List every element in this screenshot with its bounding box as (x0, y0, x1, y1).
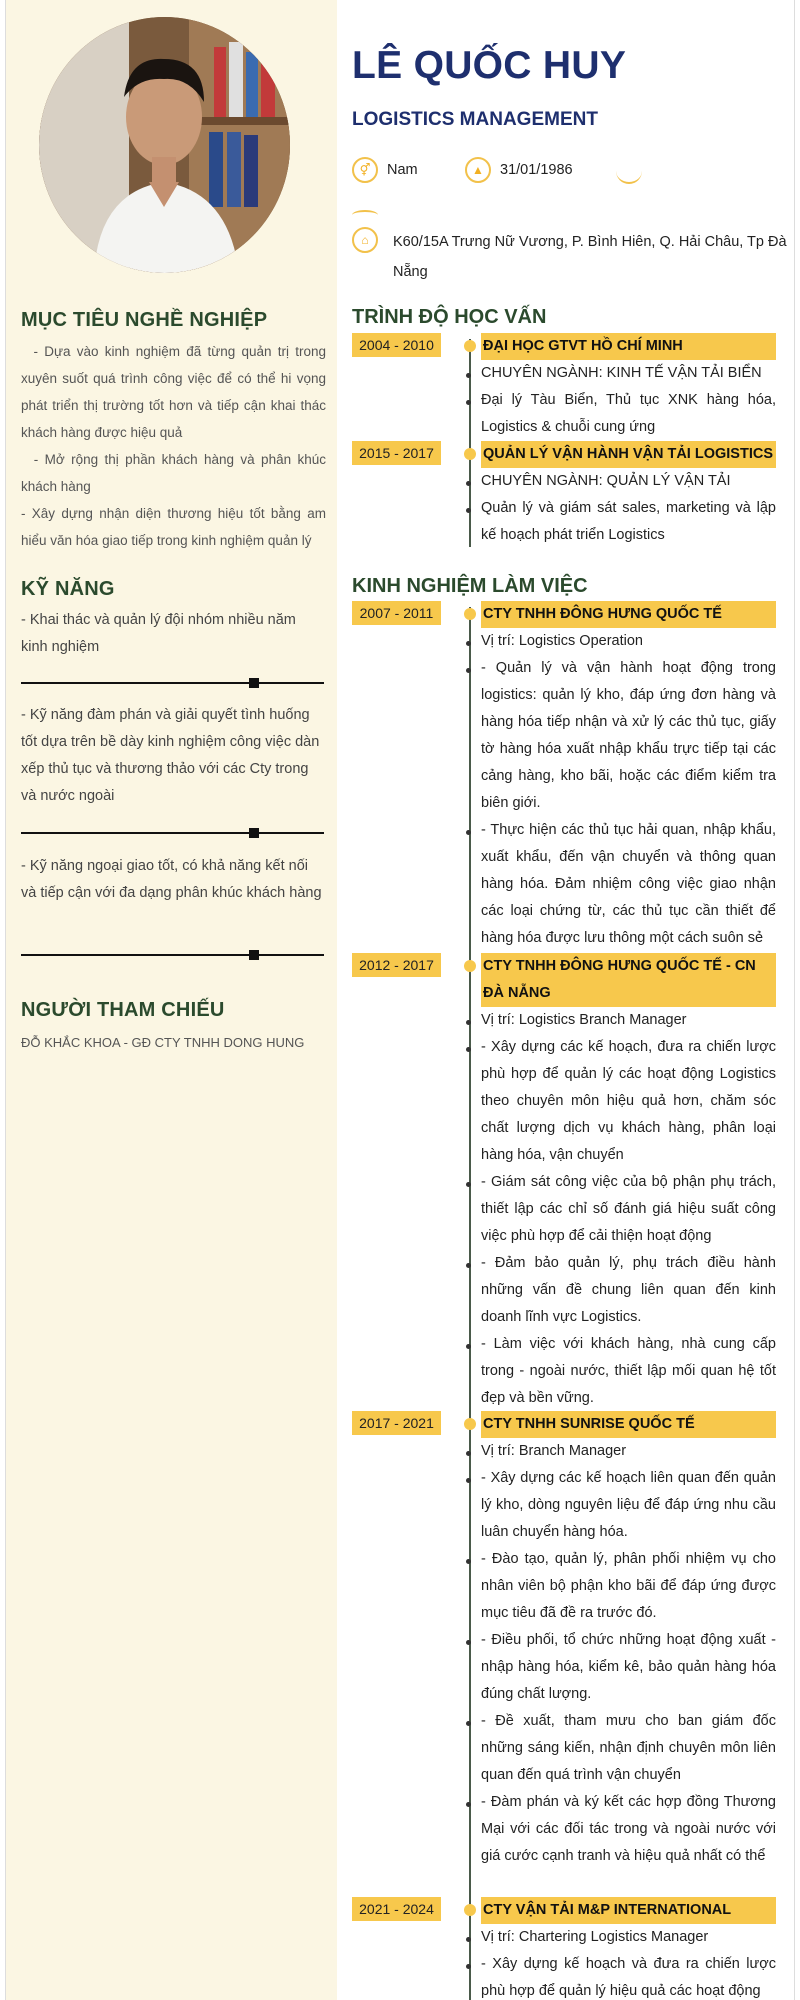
timeline-dot (464, 340, 476, 352)
detail-line: CHUYÊN NGÀNH: KINH TẾ VẬN TẢI BIỂN (481, 365, 762, 381)
education-date: 2004 - 2010 (352, 333, 441, 357)
company-name: CTY TNHH ĐÔNG HƯNG QUỐC TẾ - CN ĐÀ NẴNG (481, 953, 776, 1007)
skill-level-marker (249, 678, 259, 688)
detail-line: - Quản lý và vận hành hoạt động trong logistics: quản lý kho, đáp ứng đơn hàng và hàng hóa tiếp nhận và xử lý các thủ tục, giấy tờ hàng hóa xuất nhập khẩu trực tiếp tại các cảng hàng, kho bãi, hoặc các điểm kiểm tra biên giới. (481, 660, 776, 811)
bullet-dot (466, 1559, 471, 1564)
birthdate-value: 31/01/1986 (500, 162, 573, 178)
experience-details (481, 1924, 776, 2000)
experience-date: 2017 - 2021 (352, 1411, 441, 1435)
skill-level-bar (21, 682, 324, 684)
education-title: QUẢN LÝ VẬN HÀNH VẬN TẢI LOGISTICS (481, 441, 776, 468)
bullet-dot (466, 1047, 471, 1052)
detail-line: - Xây dựng các kế hoạch liên quan đến quản lý kho, dòng nguyên liệu để đáp ứng nhu cầu luân chuyển hàng hóa. (481, 1470, 776, 1540)
timeline-dot (464, 1904, 476, 1916)
skill-level-marker (249, 828, 259, 838)
education-heading: TRÌNH ĐỘ HỌC VẤN (352, 306, 547, 328)
experience-date: 2012 - 2017 (352, 953, 441, 977)
skill-level-marker (249, 950, 259, 960)
full-name: LÊ QUỐC HUY (352, 44, 627, 87)
skill-level-bar (21, 832, 324, 834)
experience-details (481, 1007, 776, 1412)
objective-heading: MỤC TIÊU NGHỀ NGHIỆP (21, 309, 268, 331)
education-date: 2015 - 2017 (352, 441, 441, 465)
detail-line: Vị trí: Logistics Branch Manager (481, 1012, 687, 1028)
education-title: ĐẠI HỌC GTVT HỒ CHÍ MINH (481, 333, 776, 360)
bullet-dot (466, 1020, 471, 1025)
bullet-dot (466, 400, 471, 405)
avatar (39, 17, 290, 273)
objective-line: - Xây dựng nhận diện thương hiệu tốt bằng am hiểu văn hóa giao tiếp trong kinh nghiệm quản lý (21, 506, 330, 548)
detail-line: CHUYÊN NGÀNH: QUẢN LÝ VẬN TẢI (481, 473, 731, 489)
sidebar (6, 0, 337, 2000)
address-value: K60/15A Trưng Nữ Vương, P. Bình Hiên, Q. Hải Châu, Tp Đà Nẵng (393, 234, 787, 280)
detail-line: Vị trí: Chartering Logistics Manager (481, 1929, 709, 1945)
detail-line: - Đề xuất, tham mưu cho ban giám đốc những sáng kiến, nhận định chuyên môn liên quan đến quá trình vận chuyển (481, 1713, 776, 1783)
email-icon (352, 210, 378, 220)
timeline-dot (464, 960, 476, 972)
cv-page (5, 0, 795, 2000)
bullet-dot (466, 641, 471, 646)
bullet-dot (466, 1263, 471, 1268)
company-name: CTY TNHH ĐÔNG HƯNG QUỐC TẾ (481, 601, 776, 628)
bullet-dot (466, 481, 471, 486)
bullet-dot (466, 373, 471, 378)
education-details (481, 360, 776, 441)
detail-line: - Làm việc với khách hàng, nhà cung cấp trong - ngoài nước, thiết lập mối quan hệ tốt đẹp và bền vững. (481, 1336, 776, 1406)
bullet-dot (466, 830, 471, 835)
skills-heading: KỸ NĂNG (21, 578, 115, 600)
job-title: LOGISTICS MANAGEMENT (352, 109, 598, 130)
experience-heading: KINH NGHIỆM LÀM VIỆC (352, 575, 588, 597)
education-details (481, 468, 776, 549)
detail-line: Vị trí: Logistics Operation (481, 633, 643, 649)
timeline-dot (464, 1418, 476, 1430)
bullet-dot (466, 668, 471, 673)
detail-line: - Thực hiện các thủ tục hải quan, nhập khẩu, xuất khẩu, đến vận chuyển và thông quan hàng hóa. Đảm nhiệm công việc giao nhận các loại chứng từ, các thủ tục cần thiết để hàng hóa được lưu thông một cách suôn sẻ (481, 822, 776, 946)
detail-line: - Xây dựng các kế hoạch, đưa ra chiến lược phù hợp để quản lý các hoạt động Logistics theo chuyên môn hiệu quả hơn, chăm sóc chất lượng dịch vụ khách hàng, phân loại hàng hóa, vận chuyển (481, 1039, 776, 1163)
bullet-dot (466, 1964, 471, 1969)
detail-line: - Đào tạo, quản lý, phân phối nhiệm vụ cho nhân viên bộ phận kho bãi để đáp ứng được mục tiêu đã đề ra trước đó. (481, 1551, 776, 1621)
experience-timeline (469, 607, 471, 2000)
detail-line: - Xây dựng kế hoạch và đưa ra chiến lược phù hợp để quản lý hiệu quả các hoạt động (481, 1956, 776, 1999)
detail-line: - Đảm bảo quản lý, phụ trách điều hành những vấn đề chung liên quan đến kinh doanh lĩnh vực Logistics. (481, 1255, 776, 1325)
detail-line: Vị trí: Branch Manager (481, 1443, 627, 1459)
bullet-dot (466, 1478, 471, 1483)
detail-line: - Giám sát công việc của bộ phận phụ trách, thiết lập các chỉ số đánh giá hiệu suất công việc phù hợp để cải thiện hoạt động (481, 1174, 776, 1244)
bullet-dot (466, 508, 471, 513)
bullet-dot (466, 1182, 471, 1187)
bullet-dot (466, 1721, 471, 1726)
detail-line: - Đàm phán và ký kết các hợp đồng Thương Mại với các đối tác trong và ngoài nước với giá cước cạnh tranh và hiệu quả nhất có thể (481, 1794, 776, 1864)
company-name: CTY VẬN TẢI M&P INTERNATIONAL (481, 1897, 776, 1924)
skill-text: - Khai thác và quản lý đội nhóm nhiều năm kinh nghiệm (21, 612, 296, 655)
main-content (337, 0, 795, 2000)
detail-line: Quản lý và giám sát sales, marketing và lập kế hoạch phát triển Logistics (481, 500, 776, 543)
gender-value: Nam (387, 162, 418, 178)
detail-line: Đại lý Tàu Biển, Thủ tục XNK hàng hóa, Logistics & chuỗi cung ứng (481, 392, 776, 435)
bullet-dot (466, 1640, 471, 1645)
experience-date: 2021 - 2024 (352, 1897, 441, 1921)
education-timeline (469, 339, 471, 547)
skill-level-bar (21, 954, 324, 956)
reference-heading: NGƯỜI THAM CHIẾU (21, 999, 225, 1021)
bullet-dot (466, 1802, 471, 1807)
detail-line: - Điều phối, tổ chức những hoạt động xuất - nhập hàng hóa, kiểm kê, bảo quản hàng hóa đúng chất lượng. (481, 1632, 776, 1702)
cake-icon: ▲ (465, 157, 491, 183)
skill-text: - Kỹ năng đàm phán và giải quyết tình huống tốt dựa trên bề dày kinh nghiệm công việc dàn xếp thủ tục và thương thảo với các Cty trong và nước ngoài (21, 707, 320, 804)
phone-icon (616, 158, 642, 184)
reference-text: ĐỖ KHẮC KHOA - GĐ CTY TNHH DONG HUNG (21, 1035, 305, 1050)
timeline-dot (464, 448, 476, 460)
birthdate-row (465, 157, 573, 183)
bullet-dot (466, 1344, 471, 1349)
experience-details (481, 628, 776, 948)
objective-text (21, 338, 330, 554)
experience-details (481, 1438, 776, 1870)
timeline-dot (464, 608, 476, 620)
experience-date: 2007 - 2011 (352, 601, 441, 625)
objective-line: - Dựa vào kinh nghiệm đã từng quản trị trong xuyên suốt quá trình công việc để có thể hi vọng phát triển thị trường tốt hơn và tiếp cận khai thác khách hàng được hiệu quả (21, 344, 330, 440)
location-icon: ⌂ (352, 227, 378, 253)
bullet-dot (466, 1451, 471, 1456)
company-name: CTY TNHH SUNRISE QUỐC TẾ (481, 1411, 776, 1438)
gender-row (352, 157, 418, 183)
skill-text: - Kỹ năng ngoại giao tốt, có khả năng kết nối và tiếp cận với đa dạng phân khúc khách hàng (21, 858, 322, 901)
gender-icon: ⚥ (352, 157, 378, 183)
bullet-dot (466, 1937, 471, 1942)
objective-line: - Mở rộng thị phần khách hàng và phân khúc khách hàng (21, 452, 330, 494)
